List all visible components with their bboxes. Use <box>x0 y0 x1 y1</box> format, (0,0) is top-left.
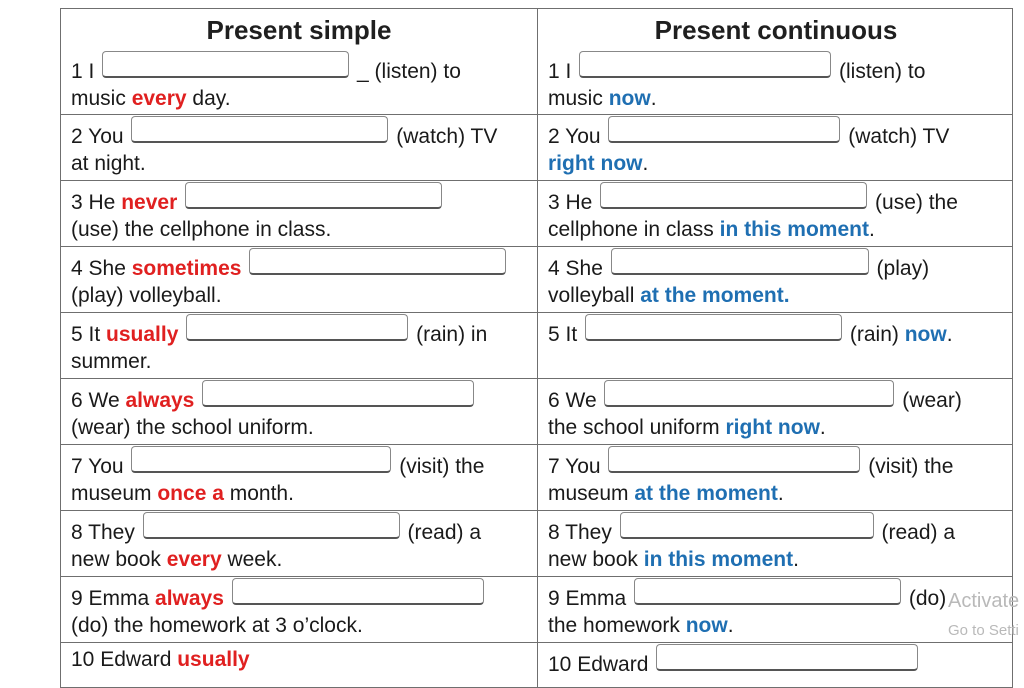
row-divider <box>61 312 1012 313</box>
sentence-line-2 <box>71 544 533 576</box>
verb-hint: (listen) to <box>833 60 926 83</box>
sentence-line-1 <box>71 512 533 544</box>
sentence-line-1 <box>548 578 1010 610</box>
sentence-start: 7 You <box>71 455 130 478</box>
sentence-line-1 <box>71 248 533 280</box>
time-expression: every <box>166 548 222 571</box>
sentence-text: cellphone in class <box>548 218 720 241</box>
sentence-text: (do) the homework at 3 o’clock. <box>71 614 363 637</box>
verb-hint: (use) the <box>869 191 958 214</box>
sentence-line-1 <box>71 578 533 610</box>
verb-hint: (watch) TV <box>390 125 498 148</box>
answer-blank-input[interactable] <box>600 182 867 209</box>
sentence-line-2 <box>548 412 1010 444</box>
sentence-start: 10 Edward <box>548 653 655 676</box>
sentence-text: the homework <box>548 614 686 637</box>
row-divider <box>61 444 1012 445</box>
sentence-text: . <box>777 482 784 505</box>
time-expression: in this moment <box>719 218 869 241</box>
sentence-text: . <box>819 416 826 439</box>
row-divider <box>61 642 1012 643</box>
answer-blank-input[interactable] <box>608 446 860 473</box>
sentence-line-2 <box>71 214 533 246</box>
sentence-text: volleyball <box>548 284 641 307</box>
sentence-start: 8 They <box>71 521 141 544</box>
sentence-line-1 <box>71 314 533 346</box>
sentence-line-2 <box>548 83 1010 115</box>
exercise-table <box>60 8 1013 688</box>
sentence-start: 5 It <box>548 323 584 346</box>
sentence-cell-left-6 <box>61 378 537 444</box>
sentence-line-1 <box>548 512 1010 544</box>
time-expression: right now <box>548 152 643 175</box>
answer-blank-input[interactable] <box>131 446 391 473</box>
sentence-text: museum <box>71 482 158 505</box>
sentence-cell-left-2 <box>61 114 537 180</box>
sentence-line-2 <box>71 610 533 642</box>
verb-hint: (watch) TV <box>842 125 950 148</box>
answer-blank-input[interactable] <box>102 51 349 78</box>
time-expression: usually <box>177 648 250 671</box>
sentence-start: 4 She <box>71 257 132 280</box>
sentence-line-1 <box>71 644 533 676</box>
time-expression: usually <box>106 323 179 346</box>
sentence-line-1 <box>71 116 533 148</box>
sentence-start: 1 I <box>548 60 578 83</box>
sentence-start: 7 You <box>548 455 607 478</box>
sentence-text: (use) the cellphone in class. <box>71 218 332 241</box>
answer-blank-input[interactable] <box>634 578 901 605</box>
answer-blank-input[interactable] <box>131 116 388 143</box>
time-expression: always <box>125 389 195 412</box>
sentence-text: . <box>868 218 875 241</box>
sentence-cell-left-1 <box>61 49 537 115</box>
verb-hint: (visit) the <box>393 455 485 478</box>
time-expression: always <box>155 587 224 610</box>
sentence-text: museum <box>548 482 635 505</box>
sentence-line-2 <box>71 280 533 312</box>
time-expression: once a <box>157 482 224 505</box>
verb-hint: _ (listen) to <box>351 60 461 83</box>
answer-blank-input[interactable] <box>232 578 484 605</box>
time-expression: now <box>904 323 947 346</box>
watermark-line-2: Go to Setti <box>948 622 1019 639</box>
sentence-cell-left-3 <box>61 180 537 246</box>
sentence-text: new book <box>548 548 644 571</box>
sentence-line-1 <box>548 248 1010 280</box>
sentence-line-1 <box>548 116 1010 148</box>
row-divider <box>61 114 1012 115</box>
time-expression: never <box>121 191 178 214</box>
sentence-line-2 <box>548 610 1010 642</box>
sentence-cell-left-5 <box>61 312 537 378</box>
sentence-text: . <box>793 548 799 571</box>
sentence-start: 5 It <box>71 323 107 346</box>
row-divider <box>61 246 1012 247</box>
sentence-cell-right-8 <box>538 510 1013 576</box>
sentence-start: 8 They <box>548 521 618 544</box>
sentence-start: 1 I <box>71 60 101 83</box>
sentence-line-2 <box>548 148 1010 180</box>
answer-blank-input[interactable] <box>656 644 918 671</box>
sentence-line-2 <box>548 544 1010 576</box>
sentence-line-1 <box>548 182 1010 214</box>
sentence-line-1 <box>548 380 1010 412</box>
sentence-cell-left-7 <box>61 444 537 510</box>
answer-blank-input[interactable] <box>186 314 408 341</box>
sentence-line-1 <box>548 51 1010 83</box>
time-expression: at the moment. <box>640 284 790 307</box>
verb-hint: (rain) <box>844 323 905 346</box>
verb-hint: (do) <box>903 587 947 610</box>
sentence-start: 4 She <box>548 257 609 280</box>
sentence-start: 9 Emma <box>548 587 633 610</box>
sentence-cell-right-2 <box>538 114 1013 180</box>
verb-hint: (play) <box>870 257 930 280</box>
sentence-line-1 <box>548 644 1010 676</box>
sentence-text: music <box>71 87 132 110</box>
sentence-line-1 <box>71 446 533 478</box>
sentence-line-2 <box>71 478 533 510</box>
verb-hint: (read) a <box>875 521 956 544</box>
sentence-cell-left-8 <box>61 510 537 576</box>
verb-hint: (read) a <box>401 521 482 544</box>
sentence-start: 6 We <box>548 389 603 412</box>
time-expression: every <box>131 87 187 110</box>
sentence-cell-right-4 <box>538 246 1013 312</box>
answer-blank-input[interactable] <box>620 512 874 539</box>
time-expression: at the moment <box>634 482 778 505</box>
answer-blank-input[interactable] <box>579 51 831 78</box>
sentence-line-1 <box>548 314 1010 346</box>
sentence-text: (play) volleyball. <box>71 284 222 307</box>
row-divider <box>61 180 1012 181</box>
sentence-cell-right-7 <box>538 444 1013 510</box>
sentence-start: 9 Emma <box>71 587 156 610</box>
sentence-line-2 <box>71 83 533 115</box>
activation-watermark <box>948 590 1019 642</box>
time-expression: sometimes <box>131 257 242 280</box>
time-expression: right now <box>725 416 820 439</box>
sentence-start: 6 We <box>71 389 126 412</box>
sentence-line-1 <box>548 446 1010 478</box>
answer-blank-input[interactable] <box>185 182 442 209</box>
sentence-cell-right-9 <box>538 576 1013 642</box>
time-expression: in this moment <box>643 548 794 571</box>
sentence-text: week. <box>221 548 283 571</box>
sentence-text: the school uniform <box>548 416 726 439</box>
sentence-text: . <box>727 614 734 637</box>
sentence-cell-left-4 <box>61 246 537 312</box>
header-present-simple: Present simple <box>206 15 392 45</box>
sentence-text: day. <box>186 87 231 110</box>
punctuation: . <box>946 323 953 346</box>
answer-blank-input[interactable] <box>611 248 869 275</box>
row-divider <box>61 510 1012 511</box>
time-expression: now <box>608 87 651 110</box>
sentence-line-2 <box>71 346 533 378</box>
sentence-cell-right-1 <box>538 49 1013 115</box>
sentence-cell-right-5 <box>538 312 1013 378</box>
sentence-cell-right-6 <box>538 378 1013 444</box>
sentence-text: . <box>642 152 649 175</box>
sentence-cell-right-10 <box>538 642 1013 688</box>
sentence-line-2 <box>548 214 1010 246</box>
sentence-line-1 <box>71 380 533 412</box>
sentence-start: 10 Edward <box>71 648 178 671</box>
time-expression: now <box>685 614 728 637</box>
sentence-text: music <box>548 87 609 110</box>
sentence-line-1 <box>71 182 533 214</box>
sentence-text: at night. <box>71 152 146 175</box>
sentence-line-2 <box>548 280 1010 312</box>
verb-hint: (rain) in <box>410 323 488 346</box>
sentence-text: month. <box>223 482 294 505</box>
watermark-line-1: Activate <box>948 590 1020 612</box>
answer-blank-input[interactable] <box>608 116 840 143</box>
header-present-continuous: Present continuous <box>654 15 898 45</box>
answer-blank-input[interactable] <box>604 380 894 407</box>
sentence-cell-left-9 <box>61 576 537 642</box>
answer-blank-input[interactable] <box>143 512 400 539</box>
sentence-cell-right-3 <box>538 180 1013 246</box>
answer-blank-input[interactable] <box>202 380 474 407</box>
verb-hint: (visit) the <box>862 455 954 478</box>
sentence-text: . <box>650 87 657 110</box>
sentence-line-2 <box>548 478 1010 510</box>
sentence-start: 2 You <box>71 125 130 148</box>
row-divider <box>61 378 1012 379</box>
sentence-start: 3 He <box>548 191 599 214</box>
sentence-text: (wear) the school uniform. <box>71 416 314 439</box>
sentence-line-2 <box>71 412 533 444</box>
sentence-start: 2 You <box>548 125 607 148</box>
sentence-line-2 <box>71 148 533 180</box>
sentence-text: new book <box>71 548 167 571</box>
verb-hint: (wear) <box>896 389 962 412</box>
sentence-start: 3 He <box>71 191 122 214</box>
sentence-text: summer. <box>71 350 152 373</box>
row-divider <box>61 576 1012 577</box>
sentence-line-1 <box>71 51 533 83</box>
sentence-cell-left-10 <box>61 642 537 688</box>
answer-blank-input[interactable] <box>585 314 842 341</box>
answer-blank-input[interactable] <box>249 248 506 275</box>
